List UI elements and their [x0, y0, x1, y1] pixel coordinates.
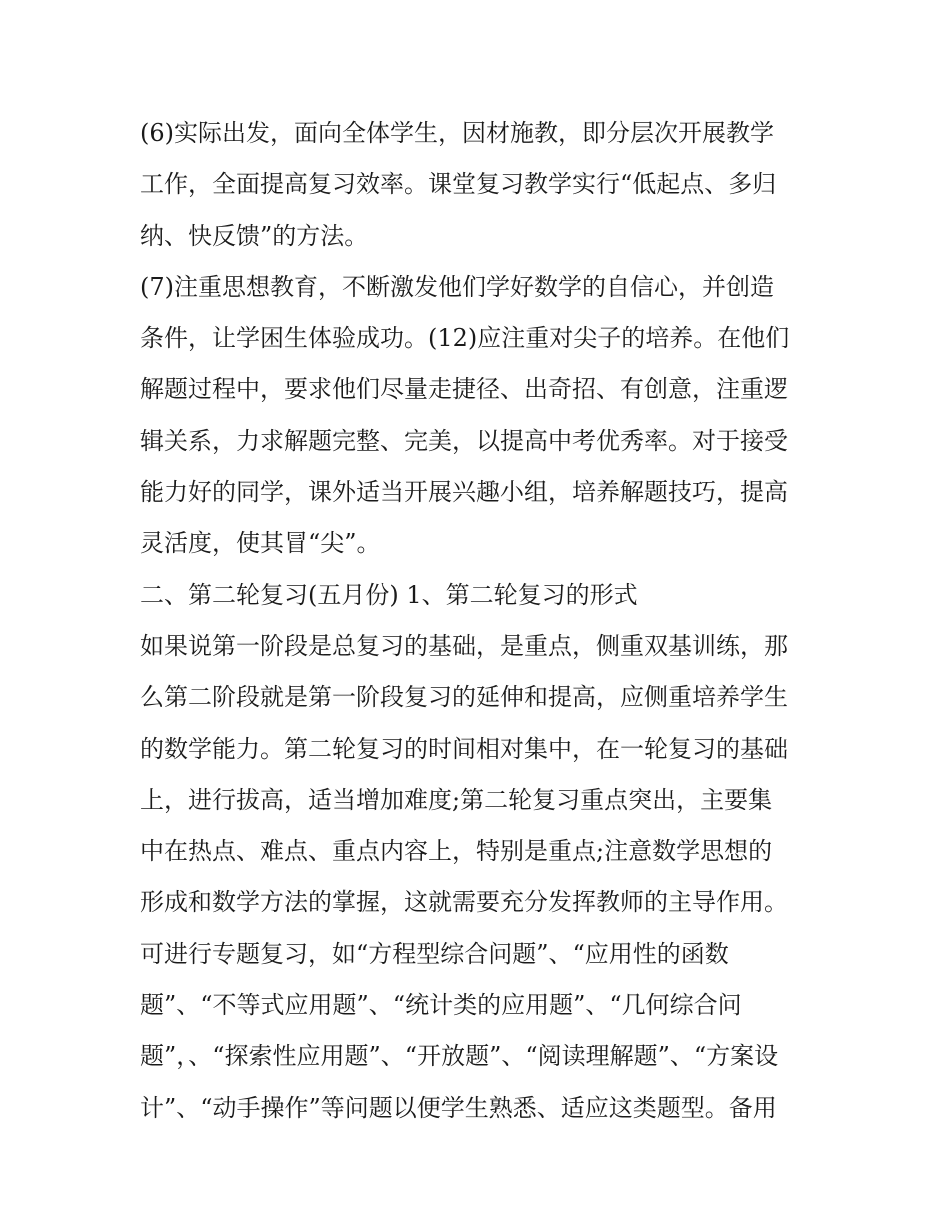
text-line: 的数学能力。第二轮复习的时间相对集中，在一轮复习的基础 — [140, 734, 788, 763]
text-line: 纳、快反馈”的方法。 — [140, 221, 369, 250]
section-heading: 二、第二轮复习(五月份) 1、第二轮复习的形式 — [140, 580, 638, 609]
text-line: 条件，让学困生体验成功。(12)应注重对尖子的培养。在他们 — [140, 324, 790, 353]
text-line: (7)注重思想教育，不断激发他们学好数学的自信心，并创造 — [140, 272, 774, 301]
text-line: 如果说第一阶段是总复习的基础，是重点，侧重双基训练，那 — [140, 631, 788, 660]
text-line: 上，进行拔高，适当增加难度;第二轮复习重点突出，主要集 — [140, 785, 773, 814]
text-line: 题”，、“探索性应用题”、“开放题”、“阅读理解题”、“方案设 — [140, 1042, 779, 1071]
text-line: 形成和数学方法的掌握，这就需要充分发挥教师的主导作用。 — [140, 888, 788, 917]
body-text — [140, 108, 830, 1134]
text-line: 题”、“不等式应用题”、“统计类的应用题”、“几何综合问 — [140, 991, 742, 1020]
text-line: 可进行专题复习，如“方程型综合问题”、“应用性的函数 — [140, 939, 729, 968]
text-line: 能力好的同学，课外适当开展兴趣小组，培养解题技巧，提高 — [140, 478, 788, 507]
text-line: 中在热点、难点、重点内容上，特别是重点;注意数学思想的 — [140, 837, 773, 866]
text-line: 计”、“动手操作”等问题以便学生熟悉、适应这类题型。备用 — [140, 1093, 777, 1122]
text-line: 么第二阶段就是第一阶段复习的延伸和提高，应侧重培养学生 — [140, 683, 788, 712]
text-line: (6)实际出发，面向全体学生，因材施教，即分层次开展教学 — [140, 119, 774, 147]
text-line: 灵活度，使其冒“尖”。 — [140, 529, 381, 558]
text-line: 辑关系，力求解题完整、完美，以提高中考优秀率。对于接受 — [140, 426, 788, 455]
text-line: 解题过程中，要求他们尽量走捷径、出奇招、有创意，注重逻 — [140, 375, 788, 404]
text-line: 工作，全面提高复习效率。课堂复习教学实行“低起点、多归 — [140, 170, 777, 199]
